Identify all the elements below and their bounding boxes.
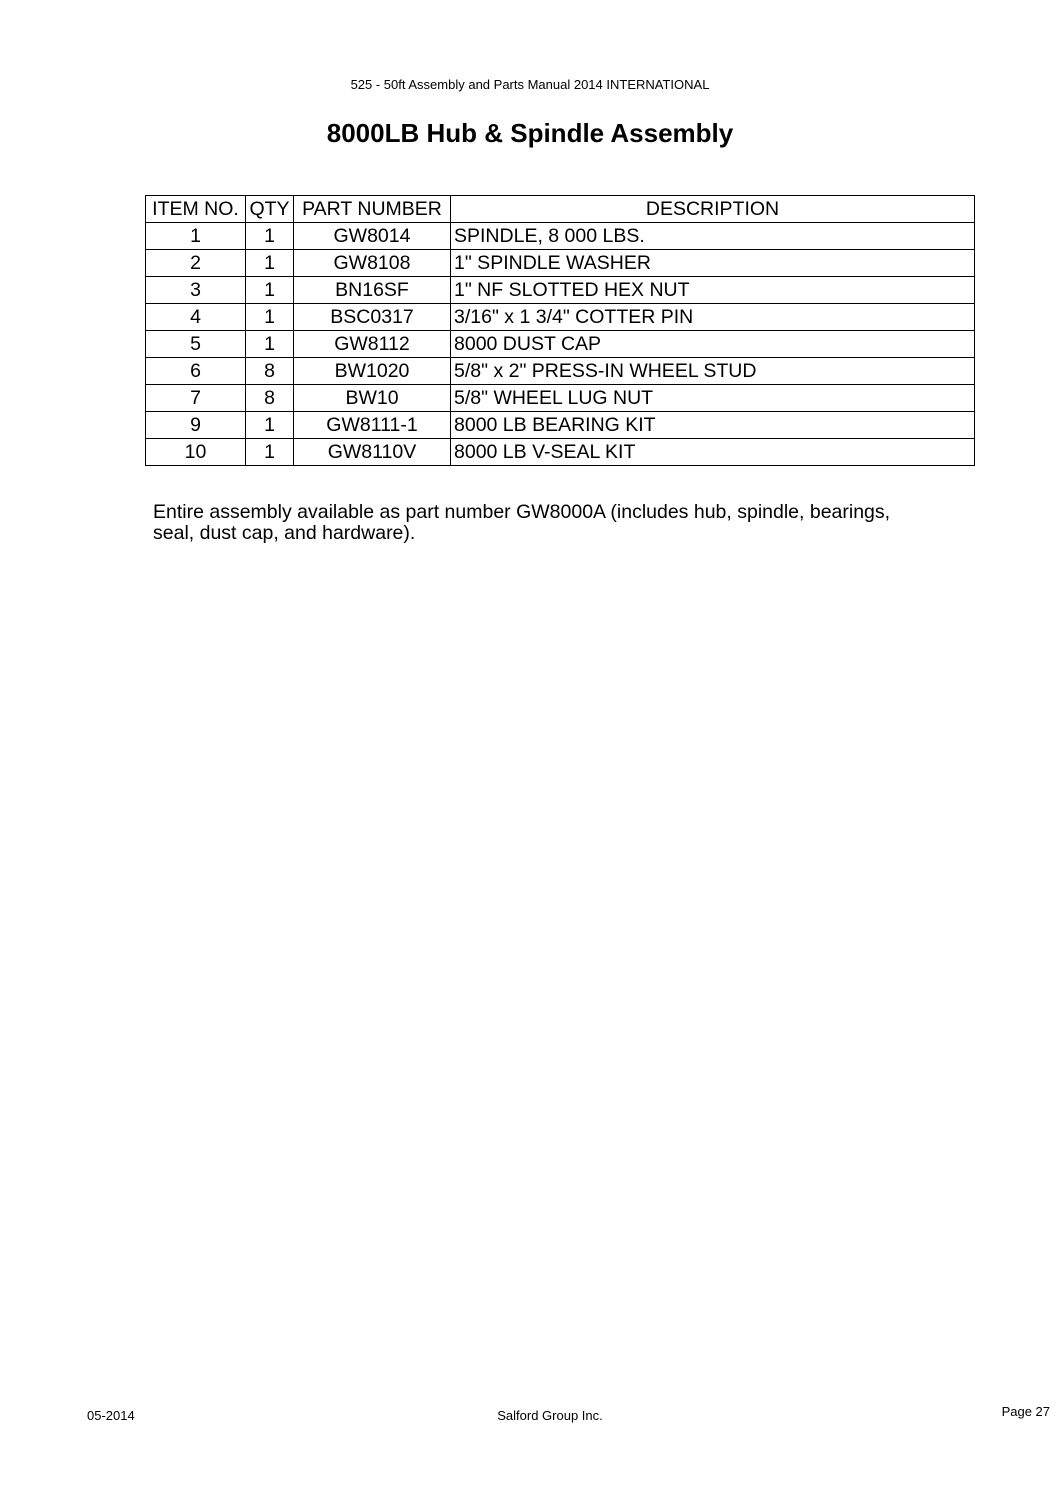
description-cell: 8000 DUST CAP: [451, 331, 975, 358]
item-no-cell: 10: [146, 439, 246, 466]
assembly-note-line-2: seal, dust cap, and hardware).: [153, 522, 416, 544]
page-number: Page 27: [1001, 1404, 1050, 1419]
qty-cell: 1: [246, 304, 294, 331]
parts-table: [145, 195, 975, 466]
part-number-cell: BN16SF: [294, 277, 451, 304]
table-row: [146, 385, 975, 412]
assembly-note: [153, 502, 983, 544]
item-no-cell: 2: [146, 250, 246, 277]
description-cell: 8000 LB BEARING KIT: [451, 412, 975, 439]
qty-cell: 1: [246, 223, 294, 250]
column-header-item-no: ITEM NO.: [146, 196, 246, 223]
item-no-cell: 5: [146, 331, 246, 358]
qty-cell: 8: [246, 385, 294, 412]
description-cell: 5/8" x 2" PRESS-IN WHEEL STUD: [451, 358, 975, 385]
column-header-description: DESCRIPTION: [451, 196, 975, 223]
description-cell: 8000 LB V-SEAL KIT: [451, 439, 975, 466]
table-row: [146, 223, 975, 250]
table-row: [146, 331, 975, 358]
part-number-cell: BW10: [294, 385, 451, 412]
table-row: [146, 439, 975, 466]
column-header-qty: QTY: [246, 196, 294, 223]
part-number-cell: GW8014: [294, 223, 451, 250]
item-no-cell: 4: [146, 304, 246, 331]
footer-date: 05-2014: [87, 1408, 135, 1423]
item-no-cell: 7: [146, 385, 246, 412]
table-row: [146, 304, 975, 331]
column-header-part-number: PART NUMBER: [294, 196, 451, 223]
qty-cell: 1: [246, 277, 294, 304]
part-number-cell: GW8112: [294, 331, 451, 358]
description-cell: 3/16" x 1 3/4" COTTER PIN: [451, 304, 975, 331]
part-number-cell: GW8111-1: [294, 412, 451, 439]
item-no-cell: 1: [146, 223, 246, 250]
table-header-row: [146, 196, 975, 223]
table-row: [146, 412, 975, 439]
page-title: 8000LB Hub & Spindle Assembly: [326, 118, 734, 148]
qty-cell: 8: [246, 358, 294, 385]
item-no-cell: 6: [146, 358, 246, 385]
part-number-cell: BW1020: [294, 358, 451, 385]
description-cell: 1" NF SLOTTED HEX NUT: [451, 277, 975, 304]
table-row: [146, 277, 975, 304]
part-number-cell: GW8110V: [294, 439, 451, 466]
footer-company: Salford Group Inc.: [497, 1408, 603, 1423]
table-row: [146, 250, 975, 277]
part-number-cell: BSC0317: [294, 304, 451, 331]
description-cell: 5/8" WHEEL LUG NUT: [451, 385, 975, 412]
item-no-cell: 3: [146, 277, 246, 304]
manual-header: 525 - 50ft Assembly and Parts Manual 2014 INTERNATIONAL: [350, 77, 710, 92]
description-cell: 1" SPINDLE WASHER: [451, 250, 975, 277]
part-number-cell: GW8108: [294, 250, 451, 277]
qty-cell: 1: [246, 412, 294, 439]
qty-cell: 1: [246, 439, 294, 466]
table-row: [146, 358, 975, 385]
item-no-cell: 9: [146, 412, 246, 439]
assembly-note-line-1: Entire assembly available as part number GW8000A (includes hub, spindle, bearings,: [153, 501, 891, 523]
qty-cell: 1: [246, 331, 294, 358]
description-cell: SPINDLE, 8 000 LBS.: [451, 223, 975, 250]
qty-cell: 1: [246, 250, 294, 277]
